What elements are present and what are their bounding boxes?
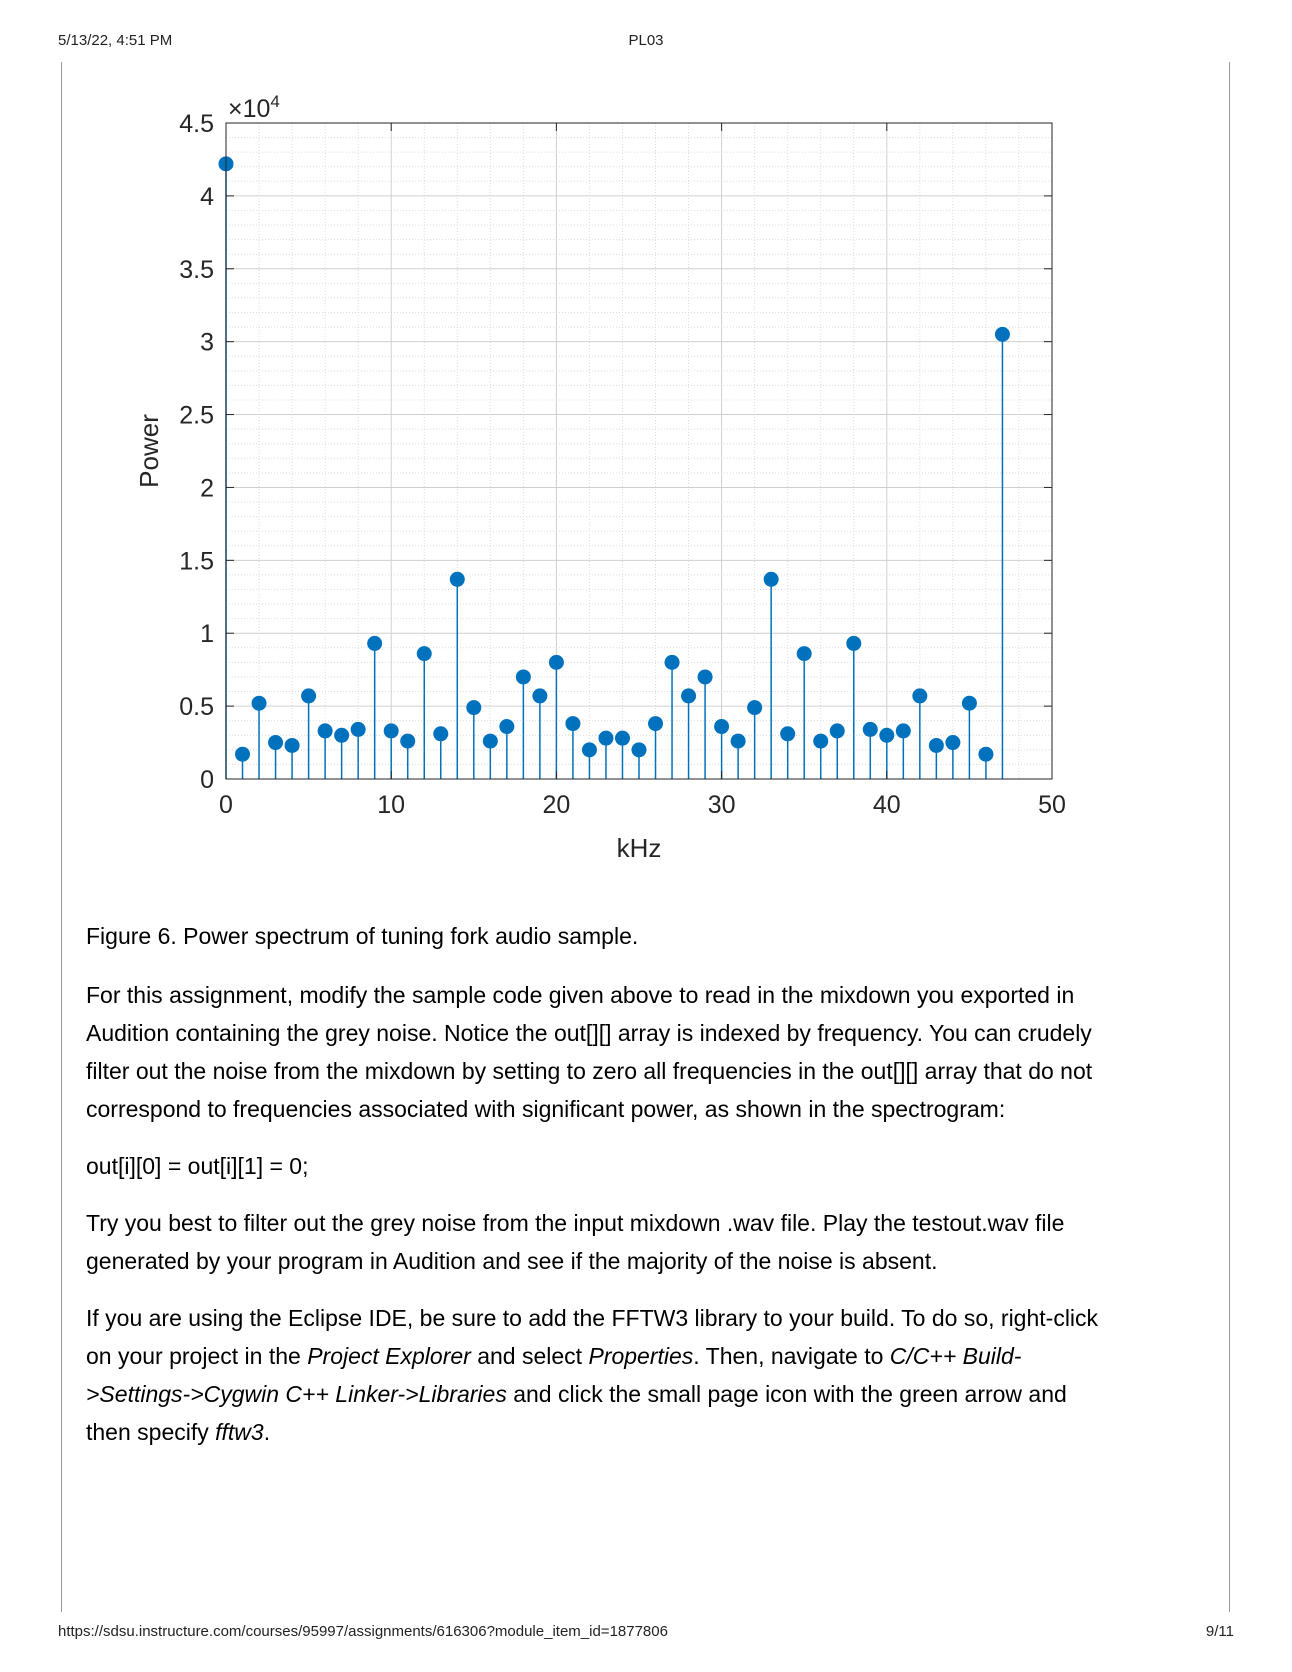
stem-marker — [698, 669, 713, 684]
properties-text: Properties — [588, 1343, 694, 1369]
stem-marker — [252, 696, 267, 711]
y-tick-label: 3.5 — [179, 255, 214, 284]
stem-marker — [879, 728, 894, 743]
stem-marker — [747, 700, 762, 715]
stem-marker — [797, 646, 812, 661]
page-border-left — [61, 62, 62, 1612]
stem-marker — [367, 636, 382, 651]
stem-marker — [962, 696, 977, 711]
stem-marker — [731, 734, 746, 749]
stem-marker — [995, 327, 1010, 342]
stem-marker — [433, 726, 448, 741]
stem-marker — [764, 572, 779, 587]
y-tick-label: 3 — [200, 328, 214, 357]
stem-marker — [351, 722, 366, 737]
stem-marker — [582, 742, 597, 757]
power-spectrum-chart — [130, 85, 1120, 905]
stem-marker — [384, 723, 399, 738]
y-axis-label: Power — [134, 414, 164, 488]
y-tick-label: 0 — [200, 766, 214, 794]
stem-marker — [598, 731, 613, 746]
x-tick-label: 30 — [707, 791, 736, 819]
x-tick-label: 10 — [377, 791, 406, 819]
x-tick-label: 40 — [872, 791, 901, 819]
stem-marker — [285, 738, 300, 753]
assignment-paragraph: For this assignment, modify the sample code given above to read in the mixdown you exported in Audition containing the grey noise. Notice the out[][] array is indexed by frequency. You can crudely filter out the noise from the mixdown by setting to zero all frequencies in the out[][] array that do not correspond to frequencies associated with significant power, as shown in the spectrogram: — [86, 982, 1093, 1122]
y-tick-label: 4 — [200, 182, 214, 211]
stem-marker — [516, 669, 531, 684]
stem-marker — [301, 688, 316, 703]
stem-marker — [499, 719, 514, 734]
stem-marker — [665, 655, 680, 670]
y-tick-label: 0.5 — [179, 693, 214, 722]
plot-background — [226, 123, 1052, 779]
stem-marker — [235, 747, 250, 762]
x-tick-label: 0 — [219, 791, 233, 819]
stem-marker — [813, 734, 828, 749]
stem-marker — [830, 723, 845, 738]
stem-marker — [466, 700, 481, 715]
y-tick-label: 1.5 — [179, 547, 214, 576]
project-explorer-text: Project Explorer — [307, 1343, 471, 1369]
stem-marker — [334, 728, 349, 743]
stem-marker — [863, 722, 878, 737]
stem-marker — [549, 655, 564, 670]
filter-instructions-paragraph: Try you best to filter out the grey noise from the input mixdown .wav file. Play the testout.wav file generated by your program in Audition and see if the majority of the noise is absent. — [86, 1210, 1065, 1274]
page-title: PL03 — [628, 32, 664, 49]
page-url: https://sdsu.instructure.com/courses/95997/assignments/616306?module_item_id=1877806 — [58, 1623, 668, 1640]
stem-marker — [945, 735, 960, 750]
stem-marker — [450, 572, 465, 587]
figure-caption: Figure 6. Power spectrum of tuning fork audio sample. — [86, 923, 639, 949]
page-number: 9/11 — [1205, 1623, 1234, 1640]
eclipse-instructions-paragraph: If you are using the Eclipse IDE, be sure to add the FFTW3 library to your build. To do so, right-click on your project in the Project Explorer and select Properties. Then, navigate to C/C++ Build- >Settings->Cygwin C++ Linker->Libraries and click the small page icon with the green arrow and then specify fftw3. — [86, 1305, 1099, 1445]
stem-marker — [978, 747, 993, 762]
stem-marker — [896, 723, 911, 738]
y-tick-label: 2.5 — [179, 401, 214, 430]
stem-marker — [417, 646, 432, 661]
print-datetime: 5/13/22, 4:51 PM — [58, 32, 173, 49]
stem-marker — [318, 723, 333, 738]
stem-marker — [912, 688, 927, 703]
x-tick-label: 20 — [542, 791, 571, 819]
stem-marker — [615, 731, 630, 746]
fftw3-text: fftw3 — [215, 1419, 264, 1445]
y-exponent-label: $\times 10^4$ — [228, 92, 280, 123]
code-line: out[i][0] = out[i][1] = 0; — [86, 1153, 309, 1179]
stem-marker — [268, 735, 283, 750]
stem-marker — [532, 688, 547, 703]
x-tick-label: 50 — [1038, 791, 1066, 819]
y-tick-label: 2 — [200, 474, 214, 503]
stem-marker — [632, 742, 647, 757]
x-axis-label: kHz — [616, 833, 662, 863]
stem-marker — [648, 716, 663, 731]
stem-marker — [400, 734, 415, 749]
page-border-right — [1229, 62, 1230, 1612]
stem-marker — [846, 636, 861, 651]
stem-marker — [565, 716, 580, 731]
y-tick-label: 4.5 — [179, 110, 214, 138]
stem-marker — [780, 726, 795, 741]
stem-marker — [483, 734, 498, 749]
stem-marker — [929, 738, 944, 753]
stem-marker — [714, 719, 729, 734]
y-tick-label: 1 — [200, 620, 214, 649]
stem-marker — [681, 688, 696, 703]
